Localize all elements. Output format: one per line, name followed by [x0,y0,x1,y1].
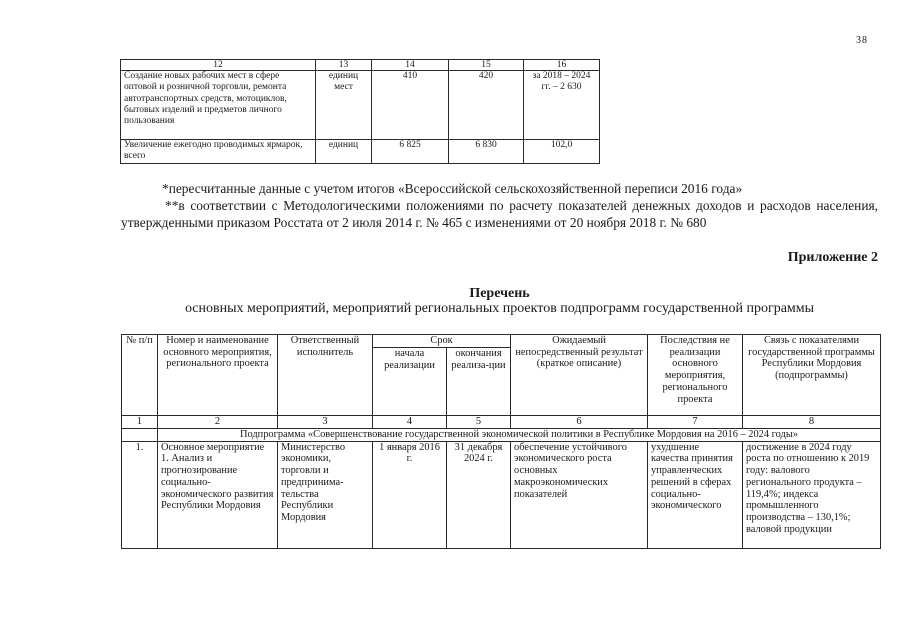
header-num: № п/п [122,335,158,416]
column-number: 1 [122,416,158,429]
value-cell: 6 830 [449,140,524,164]
table-row [121,140,600,164]
subprogram-title: Подпрограмма «Совершенствование государственной экономической политики в Республике Мордовия на 2016 – 2024 годы» [158,429,881,442]
value-cell: 410 [372,71,449,140]
value-cell: 102,0 [524,140,600,164]
start-date: 1 января 2016 г. [373,441,447,548]
column-number: 7 [648,416,743,429]
column-number: 5 [447,416,511,429]
value-cell: за 2018 – 2024 гг. – 2 630 [524,71,600,140]
value-cell: 420 [449,71,524,140]
empty-cell [122,429,158,442]
column-number: 15 [449,60,524,71]
column-number: 8 [743,416,881,429]
header-term-start: начала реализации [373,348,447,416]
row-number: 1. [122,441,158,548]
table-header-row [121,60,600,71]
expected-result: обеспечение устойчивого экономического роста основных макроэкономических показателей [511,441,648,548]
column-number: 13 [316,60,372,71]
executor: Министерство экономики, торговли и предпринима-тельства Республики Мордовия [278,441,373,548]
column-number: 3 [278,416,373,429]
footnote-2: **в соответствии с Методологическими положениями по расчету показателей денежных доходов и расходов населения, утвержденными приказом Росстата от 2 июля 2014 г. № 465 с изменениями от 20 ноября 2018 г. № 680 [121,198,878,230]
activity-name: Основное мероприятие 1. Анализ и прогнозирование социально-экономического развития Республики Мордовия [158,441,278,548]
column-numbering-row [122,416,881,429]
unit-cell: единиц мест [316,71,372,140]
column-number: 2 [158,416,278,429]
appendix-label: Приложение 2 [787,250,878,265]
header-expected: Ожидаемый непосредственный результат (краткое описание) [511,335,648,416]
header-executor: Ответственный исполнитель [278,335,373,416]
activities-table [121,334,881,549]
document-title: Перечень [469,286,530,301]
column-number: 16 [524,60,600,71]
page-number: 38 [856,35,868,46]
subprogram-row [122,429,881,442]
indicator-name: Создание новых рабочих мест в сфере оптовой и розничной торговли, ремонта автотранспортных средств, мотоциклов, бытовых изделий и предметов личного пользования [121,71,316,140]
column-number: 4 [373,416,447,429]
column-number: 14 [372,60,449,71]
header-term: Срок [373,335,511,348]
indicator-link: достижение в 2024 году роста по отношению к 2019 году: валового регионального продукта – 119,4%; индекса промышленного производства – 130,1%; валовой продукции [743,441,881,548]
footnote-1: *пересчитанные данные с учетом итогов «Всероссийской сельскохозяйственной переписи 2016 года» [162,181,743,196]
consequences: ухудшение качества принятия управленческих решений в сферах социально-экономического [648,441,743,548]
column-number: 6 [511,416,648,429]
header-link: Связь с показателями государственной программы Республики Мордовия (подпрограммы) [743,335,881,416]
unit-cell: единиц [316,140,372,164]
indicators-table-continuation [120,59,600,164]
indicator-name: Увеличение ежегодно проводимых ярмарок, всего [121,140,316,164]
header-consequences: Последствия не реализации основного мероприятия, регионального проекта [648,335,743,416]
table-header-row [122,335,881,348]
value-cell: 6 825 [372,140,449,164]
document-subtitle: основных мероприятий, мероприятий региональных проектов подпрограмм государственной программы [184,301,815,316]
end-date: 31 декабря 2024 г. [447,441,511,548]
header-name: Номер и наименование основного мероприятия, регионального проекта [158,335,278,416]
table-row [122,441,881,548]
column-number: 12 [121,60,316,71]
table-row [121,71,600,140]
header-term-end: окончания реализа-ции [447,348,511,416]
